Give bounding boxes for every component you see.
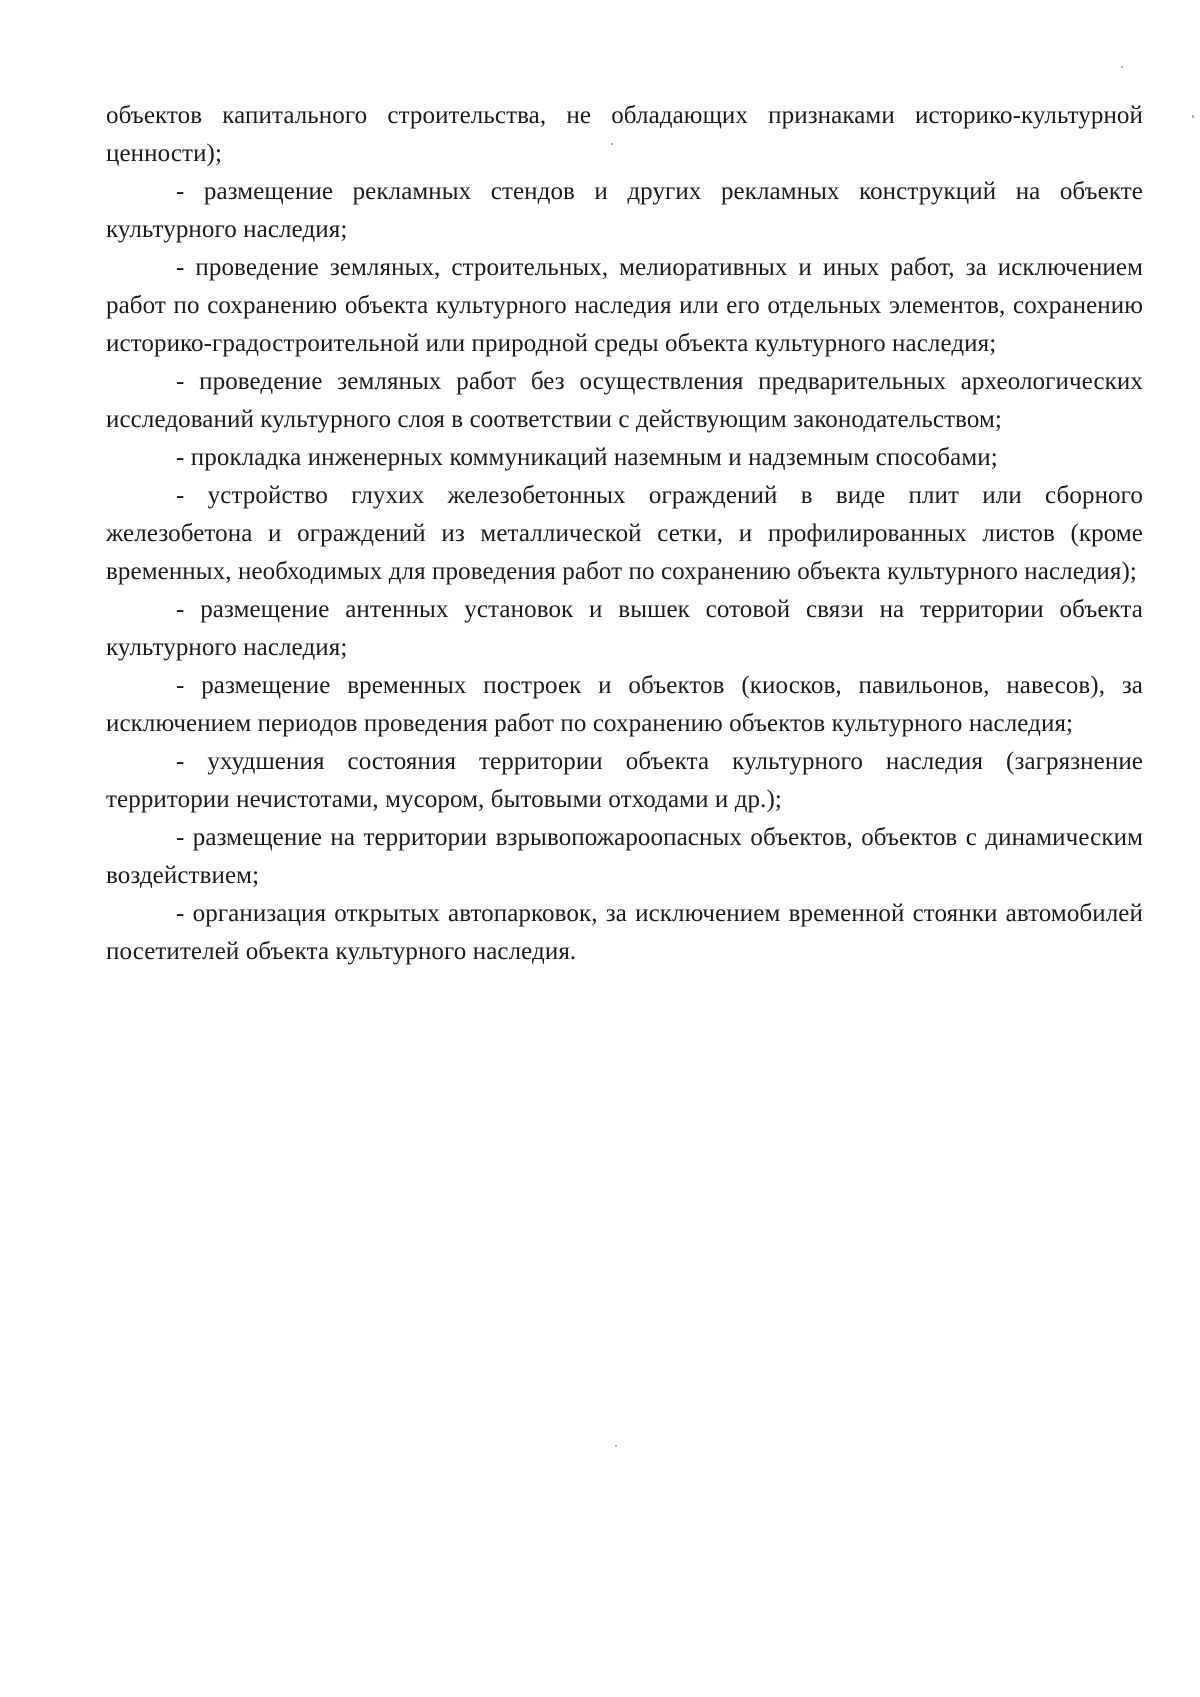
paragraph-earthworks-construction: - проведение земляных, строительных, мелиоративных и иных работ, за исключением работ по сохранению объекта культурного наследия или его отдельных элементов, сохранению историко-градостроительной или природной среды объекта культурного наследия; [106,254,1143,357]
scan-speck [1121,66,1123,68]
paragraph-hazardous-objects: - размещение на территории взрывопожароопасных объектов, объектов с динамическим воздействием; [106,824,1143,889]
paragraph-temporary-buildings: - размещение временных построек и объектов (киосков, павильонов, навесов), за исключением периодов проведения работ по сохранению объектов культурного наследия; [106,672,1143,737]
paragraph-archaeological-research: - проведение земляных работ без осуществления предварительных археологических исследований культурного слоя в соответствии с действующим законодательством; [106,368,1143,433]
paragraph-fences: - устройство глухих железобетонных ограждений в виде плит или сборного железобетона и ограждений из металлической сетки, и профилированных листов (кроме временных, необходимых для проведения работ по сохранению объекта культурного наследия); [106,482,1143,585]
scan-speck [1192,115,1194,118]
scan-speck [611,143,613,145]
paragraph-parking: - организация открытых автопарковок, за исключением временной стоянки автомобилей посетителей объекта культурного наследия. [106,900,1143,965]
paragraph-antennas: - размещение антенных установок и вышек сотовой связи на территории объекта культурного наследия; [106,596,1143,661]
paragraph-utility-networks: - прокладка инженерных коммуникаций наземным и надземным способами; [176,444,998,471]
scan-speck [615,1445,617,1447]
paragraph-advertising-stands: - размещение рекламных стендов и других рекламных конструкций на объекте культурного наследия; [106,178,1143,243]
paragraph-continuation: объектов капитального строительства, не обладающих признаками историко-культурной ценности); [106,102,1143,167]
paragraph-territory-pollution: - ухудшения состояния территории объекта культурного наследия (загрязнение территории нечистотами, мусором, бытовыми отходами и др.); [106,748,1143,813]
document-body [106,97,1143,971]
